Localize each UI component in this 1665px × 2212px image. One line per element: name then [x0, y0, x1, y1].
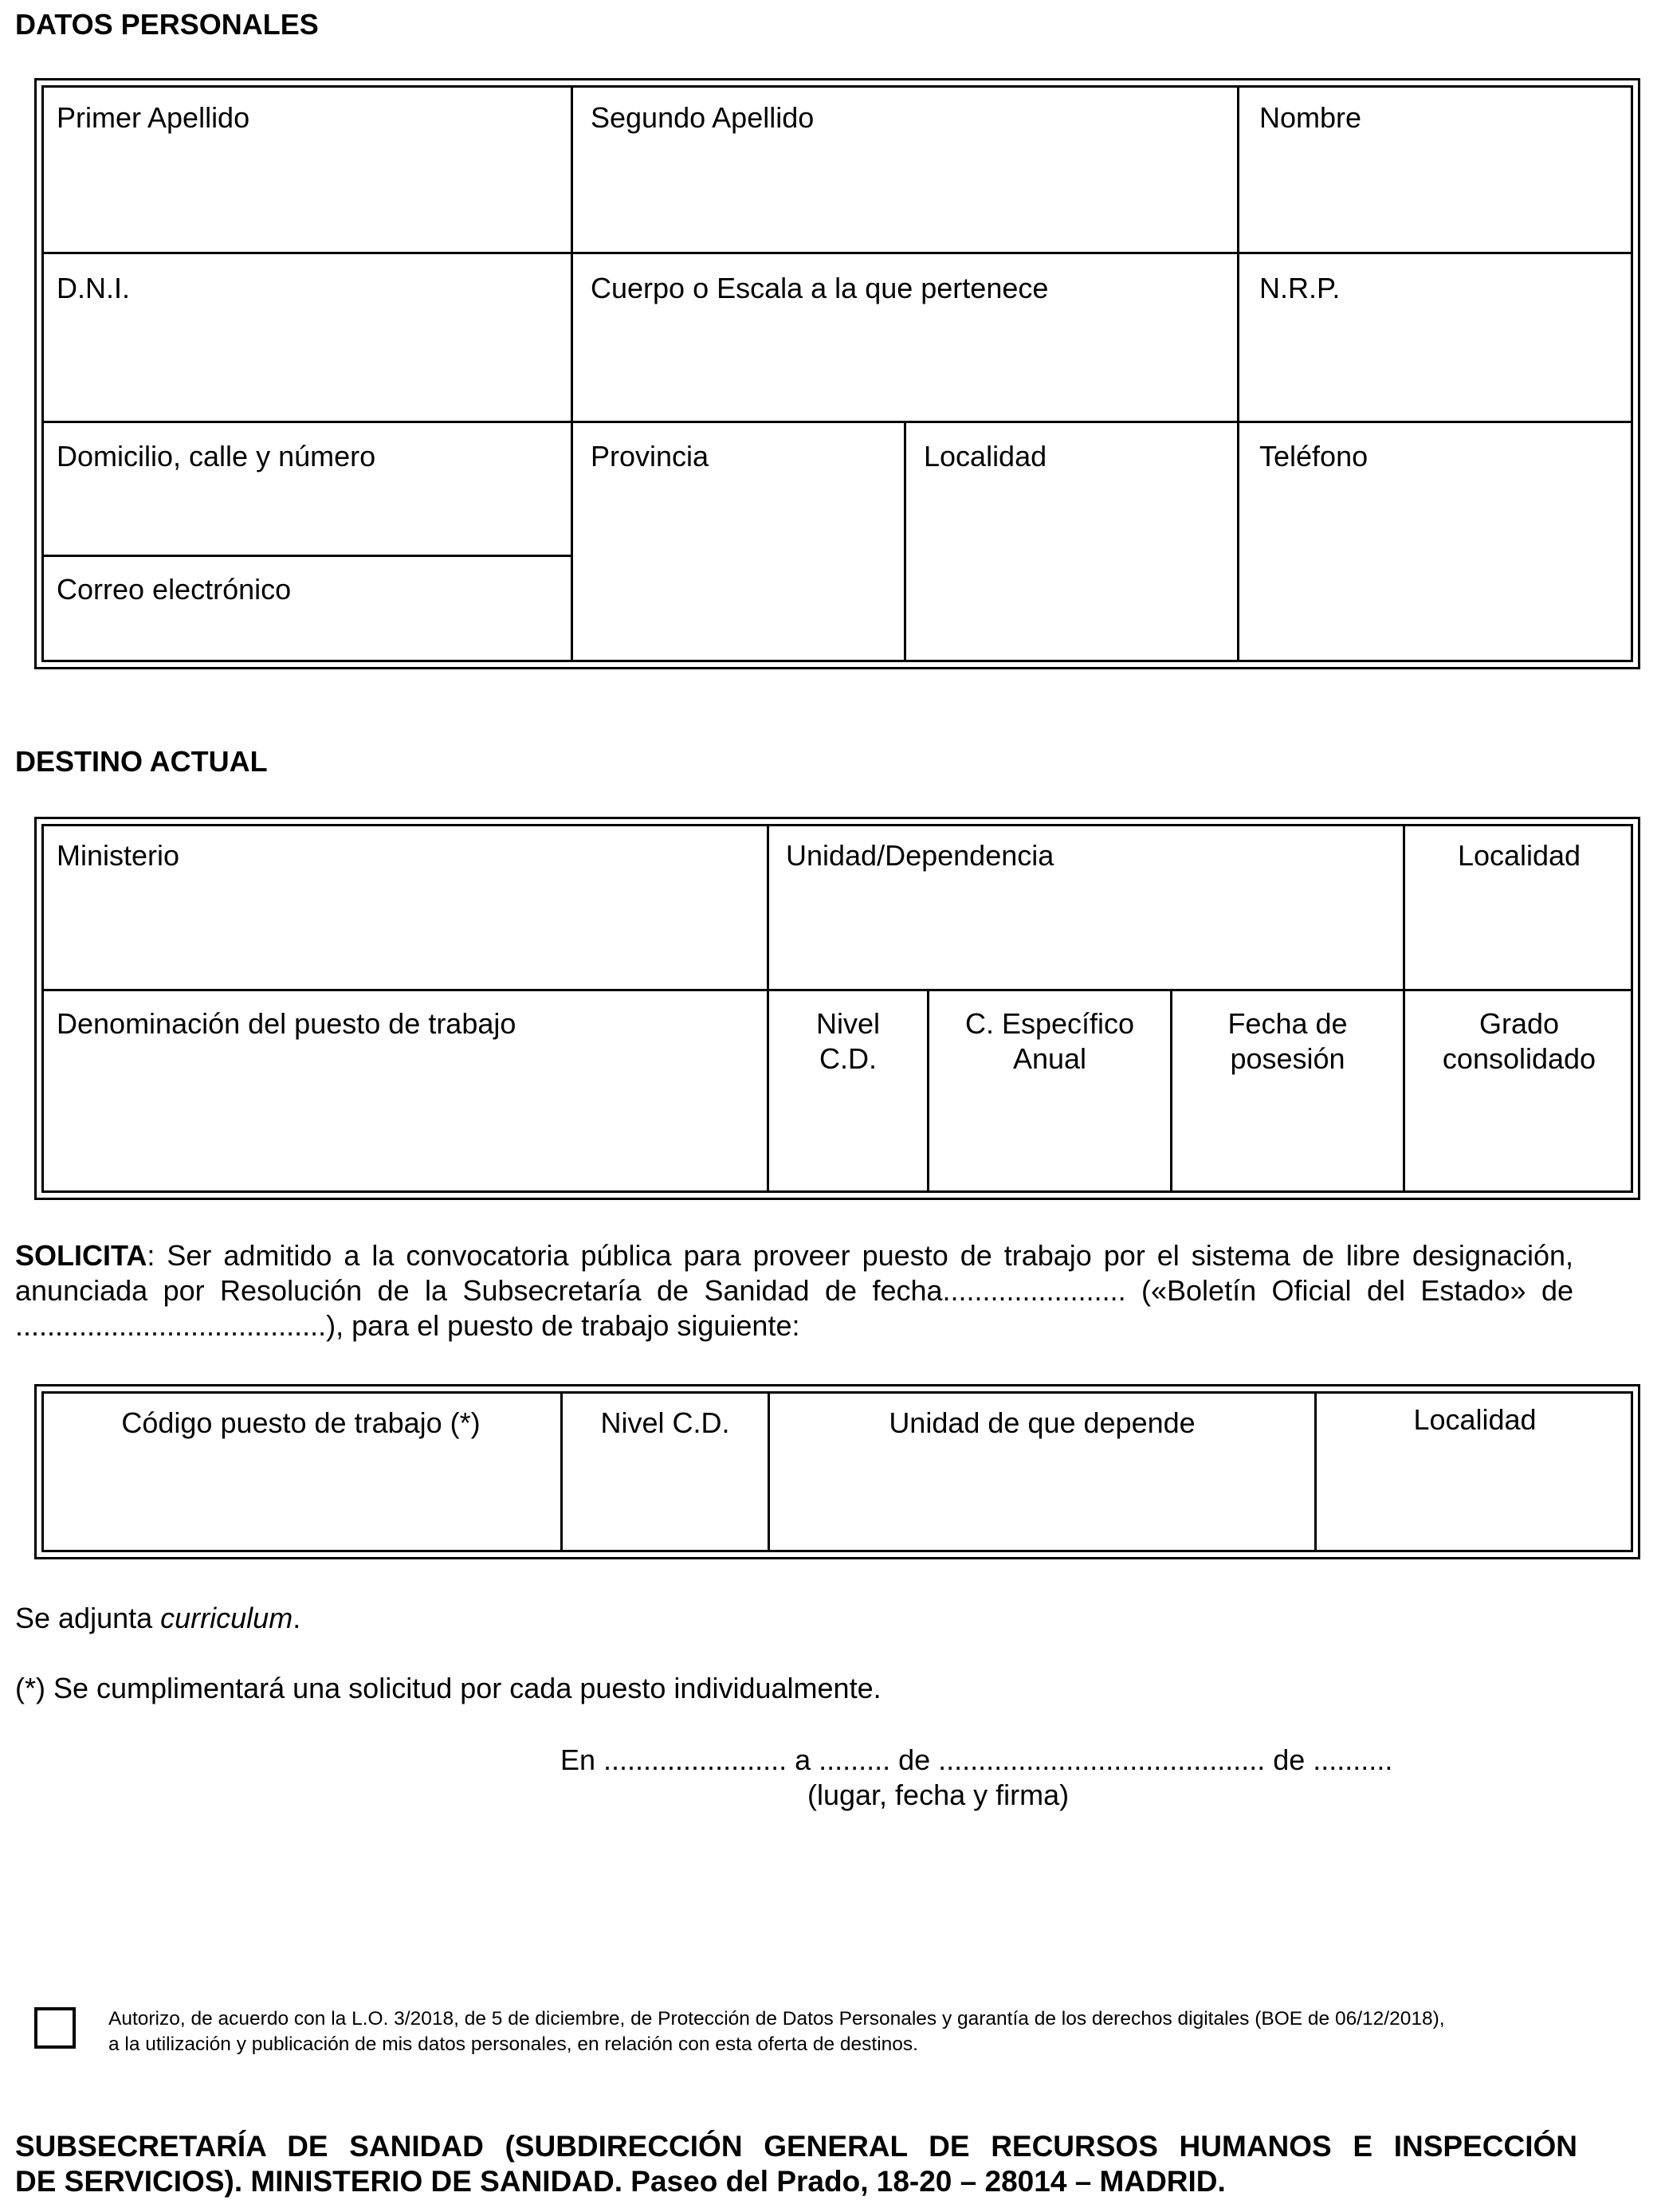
- adjunta-curriculum-text: Se adjunta curriculum.: [15, 1602, 301, 1634]
- divider: [41, 989, 1633, 991]
- field-correo-electronico[interactable]: Correo electrónico: [57, 573, 292, 606]
- column-codigo-puesto[interactable]: Código puesto de trabajo (*): [121, 1406, 481, 1439]
- field-localidad-actual[interactable]: Localidad: [1457, 839, 1581, 872]
- divider: [41, 555, 571, 557]
- field-cuerpo-escala[interactable]: Cuerpo o Escala a la que pertenece: [591, 272, 1049, 304]
- column-unidad-depende[interactable]: Unidad de que depende: [889, 1406, 1196, 1439]
- solicita-label: SOLICITA: [15, 1239, 147, 1272]
- field-domicilio[interactable]: Domicilio, calle y número: [57, 440, 376, 473]
- solicita-text: : Ser admitido a la convocatoria pública para proveer puesto de trabajo por el sistema de libre designación, anunciada por Resolución de la Subsecretaría de Sanidad de fecha....................... («Boletín Oficial del Estado» de .......................................), para el puesto de trabajo siguiente:: [15, 1239, 1573, 1342]
- divider: [571, 85, 573, 662]
- field-denominacion-puesto[interactable]: Denominación del puesto de trabajo: [57, 1007, 516, 1040]
- section-heading-destino-actual: DESTINO ACTUAL: [15, 745, 268, 778]
- field-unidad-dependencia[interactable]: Unidad/Dependencia: [786, 839, 1054, 872]
- field-grado-consolidado[interactable]: Grado consolidado: [1442, 1007, 1596, 1075]
- field-telefono[interactable]: Teléfono: [1259, 440, 1369, 473]
- field-ministerio[interactable]: Ministerio: [57, 839, 180, 872]
- field-localidad[interactable]: Localidad: [924, 440, 1047, 473]
- field-segundo-apellido[interactable]: Segundo Apellido: [591, 101, 815, 134]
- divider: [41, 252, 1633, 254]
- field-primer-apellido[interactable]: Primer Apellido: [57, 101, 250, 134]
- divider: [1237, 85, 1239, 662]
- field-nrp[interactable]: N.R.P.: [1259, 272, 1341, 304]
- footer-address: SUBSECRETARÍA DE SANIDAD (SUBDIRECCIÓN GENERAL DE RECURSOS HUMANOS E INSPECCIÓN DE SERVICIOS). MINISTERIO DE SANIDAD. Paseo del Prado, 18-20 – 28014 – MADRID.: [15, 2130, 1577, 2198]
- solicita-paragraph: [15, 1238, 1573, 1343]
- field-provincia[interactable]: Provincia: [591, 440, 709, 473]
- firma-caption: (lugar, fecha y firma): [807, 1779, 1070, 1811]
- field-dni[interactable]: D.N.I.: [57, 272, 131, 304]
- section-heading-datos-personales: DATOS PERSONALES: [15, 8, 319, 41]
- firma-line[interactable]: En ....................... a ......... de ......................................... de ..........: [560, 1743, 1393, 1776]
- field-nombre[interactable]: Nombre: [1259, 101, 1362, 134]
- column-localidad[interactable]: Localidad: [1413, 1403, 1537, 1436]
- field-nivel-cd[interactable]: Nivel C.D.: [815, 1007, 880, 1075]
- consent-text-line2: a la utilización y publicación de mis datos personales, en relación con esta oferta de destinos.: [108, 2034, 918, 2055]
- column-nivel-cd[interactable]: Nivel C.D.: [600, 1406, 730, 1439]
- divider: [904, 421, 906, 662]
- nota-asterisco: (*) Se cumplimentará una solicitud por cada puesto individualmente.: [15, 1672, 882, 1704]
- divider: [41, 421, 1633, 423]
- field-fecha-posesion[interactable]: Fecha de posesión: [1227, 1007, 1348, 1075]
- consent-text-line1: Autorizo, de acuerdo con la L.O. 3/2018, de 5 de diciembre, de Protección de Datos Personales y garantía de los derechos digitales (BOE de 06/12/2018),: [108, 2008, 1445, 2030]
- field-c-especifico-anual[interactable]: C. Específico Anual: [964, 1007, 1135, 1075]
- consent-checkbox[interactable]: [34, 2007, 76, 2049]
